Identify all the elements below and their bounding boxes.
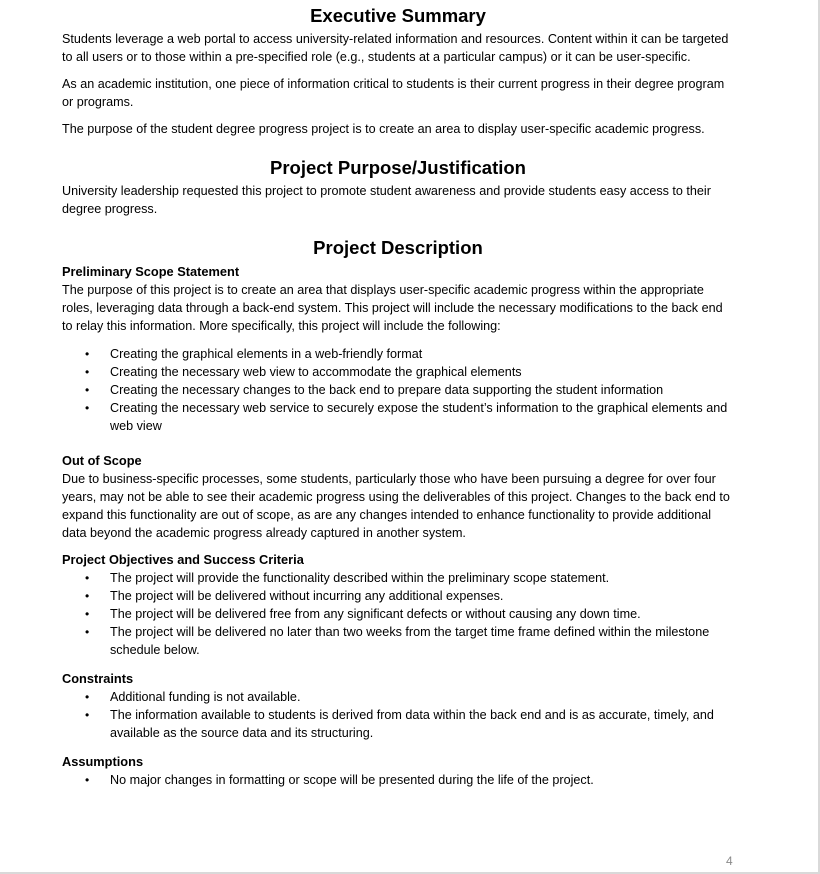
list-item <box>62 623 734 659</box>
constraints-bullet-list <box>62 688 734 742</box>
purpose-paragraph: University leadership requested this project to promote student awareness and provide students easy access to their degree progress. <box>62 184 711 216</box>
objectives-bullet-list <box>62 569 734 659</box>
description-heading: Project Description <box>313 237 483 258</box>
executive-summary-paragraph: The purpose of the student degree progress project is to create an area to display user-specific academic progress. <box>62 122 705 136</box>
bullet-icon: • <box>85 347 90 361</box>
bullet-icon: • <box>85 773 90 787</box>
constraints-title: Constraints <box>62 671 134 686</box>
purpose-heading: Project Purpose/Justification <box>270 157 526 178</box>
bullet-icon: • <box>85 365 90 379</box>
bullet-icon: • <box>85 708 90 722</box>
scope-bullet-list <box>62 345 734 435</box>
list-item <box>62 399 734 435</box>
list-item-text: Creating the necessary changes to the back end to prepare data supporting the student information <box>110 383 664 397</box>
document-body <box>62 4 734 789</box>
bullet-icon: • <box>85 690 90 704</box>
list-item <box>62 688 734 706</box>
list-item-text: The project will be delivered without incurring any additional expenses. <box>110 589 504 603</box>
bullet-icon: • <box>85 401 90 415</box>
list-item <box>62 605 734 623</box>
out-of-scope-title: Out of Scope <box>62 453 142 468</box>
bullet-icon: • <box>85 625 90 639</box>
scope-statement-text: The purpose of this project is to create an area that displays user-specific academic progress within the appropriate roles, leveraging data through a back-end system. This project will include the necessary modifications to the back end to relay this information. More specifically, this project will include the following: <box>62 283 723 333</box>
assumptions-bullet-list <box>62 771 734 789</box>
executive-summary-paragraph: Students leverage a web portal to access university-related information and resources. Content within it can be targeted to all users or to those within a pre-specified role (e.g., students at a particular campus) or it can be user-specific. <box>62 32 729 64</box>
list-item <box>62 771 734 789</box>
list-item-text: No major changes in formatting or scope will be presented during the life of the project. <box>110 773 594 787</box>
list-item-text: Additional funding is not available. <box>110 690 301 704</box>
list-item-text: The project will be delivered free from any significant defects or without causing any down time. <box>110 607 641 621</box>
page-number: 4 <box>726 854 733 868</box>
objectives-title: Project Objectives and Success Criteria <box>62 552 304 567</box>
bullet-icon: • <box>85 383 90 397</box>
list-item-text: Creating the graphical elements in a web-friendly format <box>110 347 423 361</box>
list-item-text: The information available to students is derived from data within the back end and is as accurate, timely, and available as the source data and its structuring. <box>110 708 714 740</box>
list-item-text: Creating the necessary web service to securely expose the student’s information to the graphical elements and web view <box>110 401 728 433</box>
list-item <box>62 587 734 605</box>
bullet-icon: • <box>85 607 90 621</box>
list-item-text: The project will provide the functionality described within the preliminary scope statement. <box>110 571 610 585</box>
list-item <box>62 345 734 363</box>
list-item-text: The project will be delivered no later than two weeks from the target time frame defined within the milestone schedule below. <box>110 625 710 657</box>
executive-summary-heading: Executive Summary <box>310 5 486 26</box>
list-item <box>62 569 734 587</box>
executive-summary-paragraph: As an academic institution, one piece of information critical to students is their current progress in their degree program or programs. <box>62 77 725 109</box>
scope-statement-title: Preliminary Scope Statement <box>62 264 240 279</box>
bullet-icon: • <box>85 571 90 585</box>
out-of-scope-text: Due to business-specific processes, some students, particularly those who have been pursuing a degree for over four years, may not be able to see their academic progress using the deliverables of this project. Changes to the back end to expand this functionality are out of scope, as are any changes intended to enhance functionality to provide additional data beyond the academic progress already captured in another system. <box>62 472 730 540</box>
list-item <box>62 381 734 399</box>
list-item-text: Creating the necessary web view to accommodate the graphical elements <box>110 365 522 379</box>
bullet-icon: • <box>85 589 90 603</box>
list-item <box>62 363 734 381</box>
assumptions-title: Assumptions <box>62 754 144 769</box>
list-item <box>62 706 734 742</box>
